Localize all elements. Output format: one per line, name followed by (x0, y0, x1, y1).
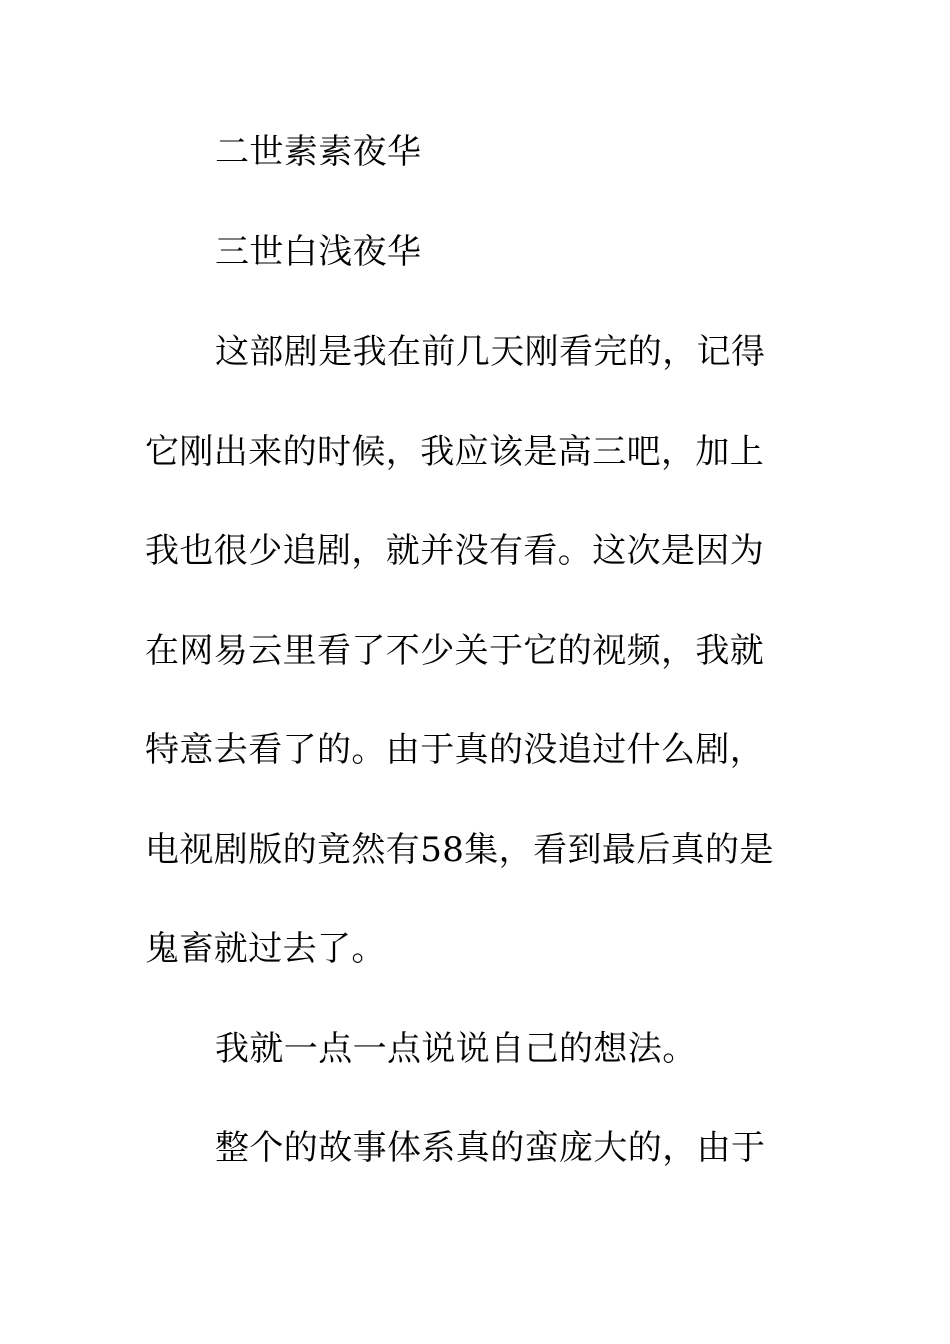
text-line-6: 在网易云里看了不少关于它的视频，我就 (145, 631, 765, 671)
text-line-2: 三世白浅夜华 (215, 232, 422, 272)
text-line-9: 鬼畜就过去了。 (145, 929, 386, 969)
text-line-4: 它刚出来的时候，我应该是高三吧，加上 (145, 432, 765, 472)
text-line-5: 我也很少追剧，就并没有看。这次是因为 (145, 531, 765, 571)
text-line-7: 特意去看了的。由于真的没追过什么剧， (145, 730, 765, 770)
text-line-3: 这部剧是我在前几天刚看完的，记得 (215, 332, 766, 372)
text-line-11: 整个的故事体系真的蛮庞大的，由于 (215, 1128, 766, 1168)
text-line-1: 二世素素夜华 (215, 132, 422, 172)
text-line-8: 电视剧版的竟然有58集，看到最后真的是 (145, 830, 774, 870)
text-line-10: 我就一点一点说说自己的想法。 (215, 1029, 697, 1069)
